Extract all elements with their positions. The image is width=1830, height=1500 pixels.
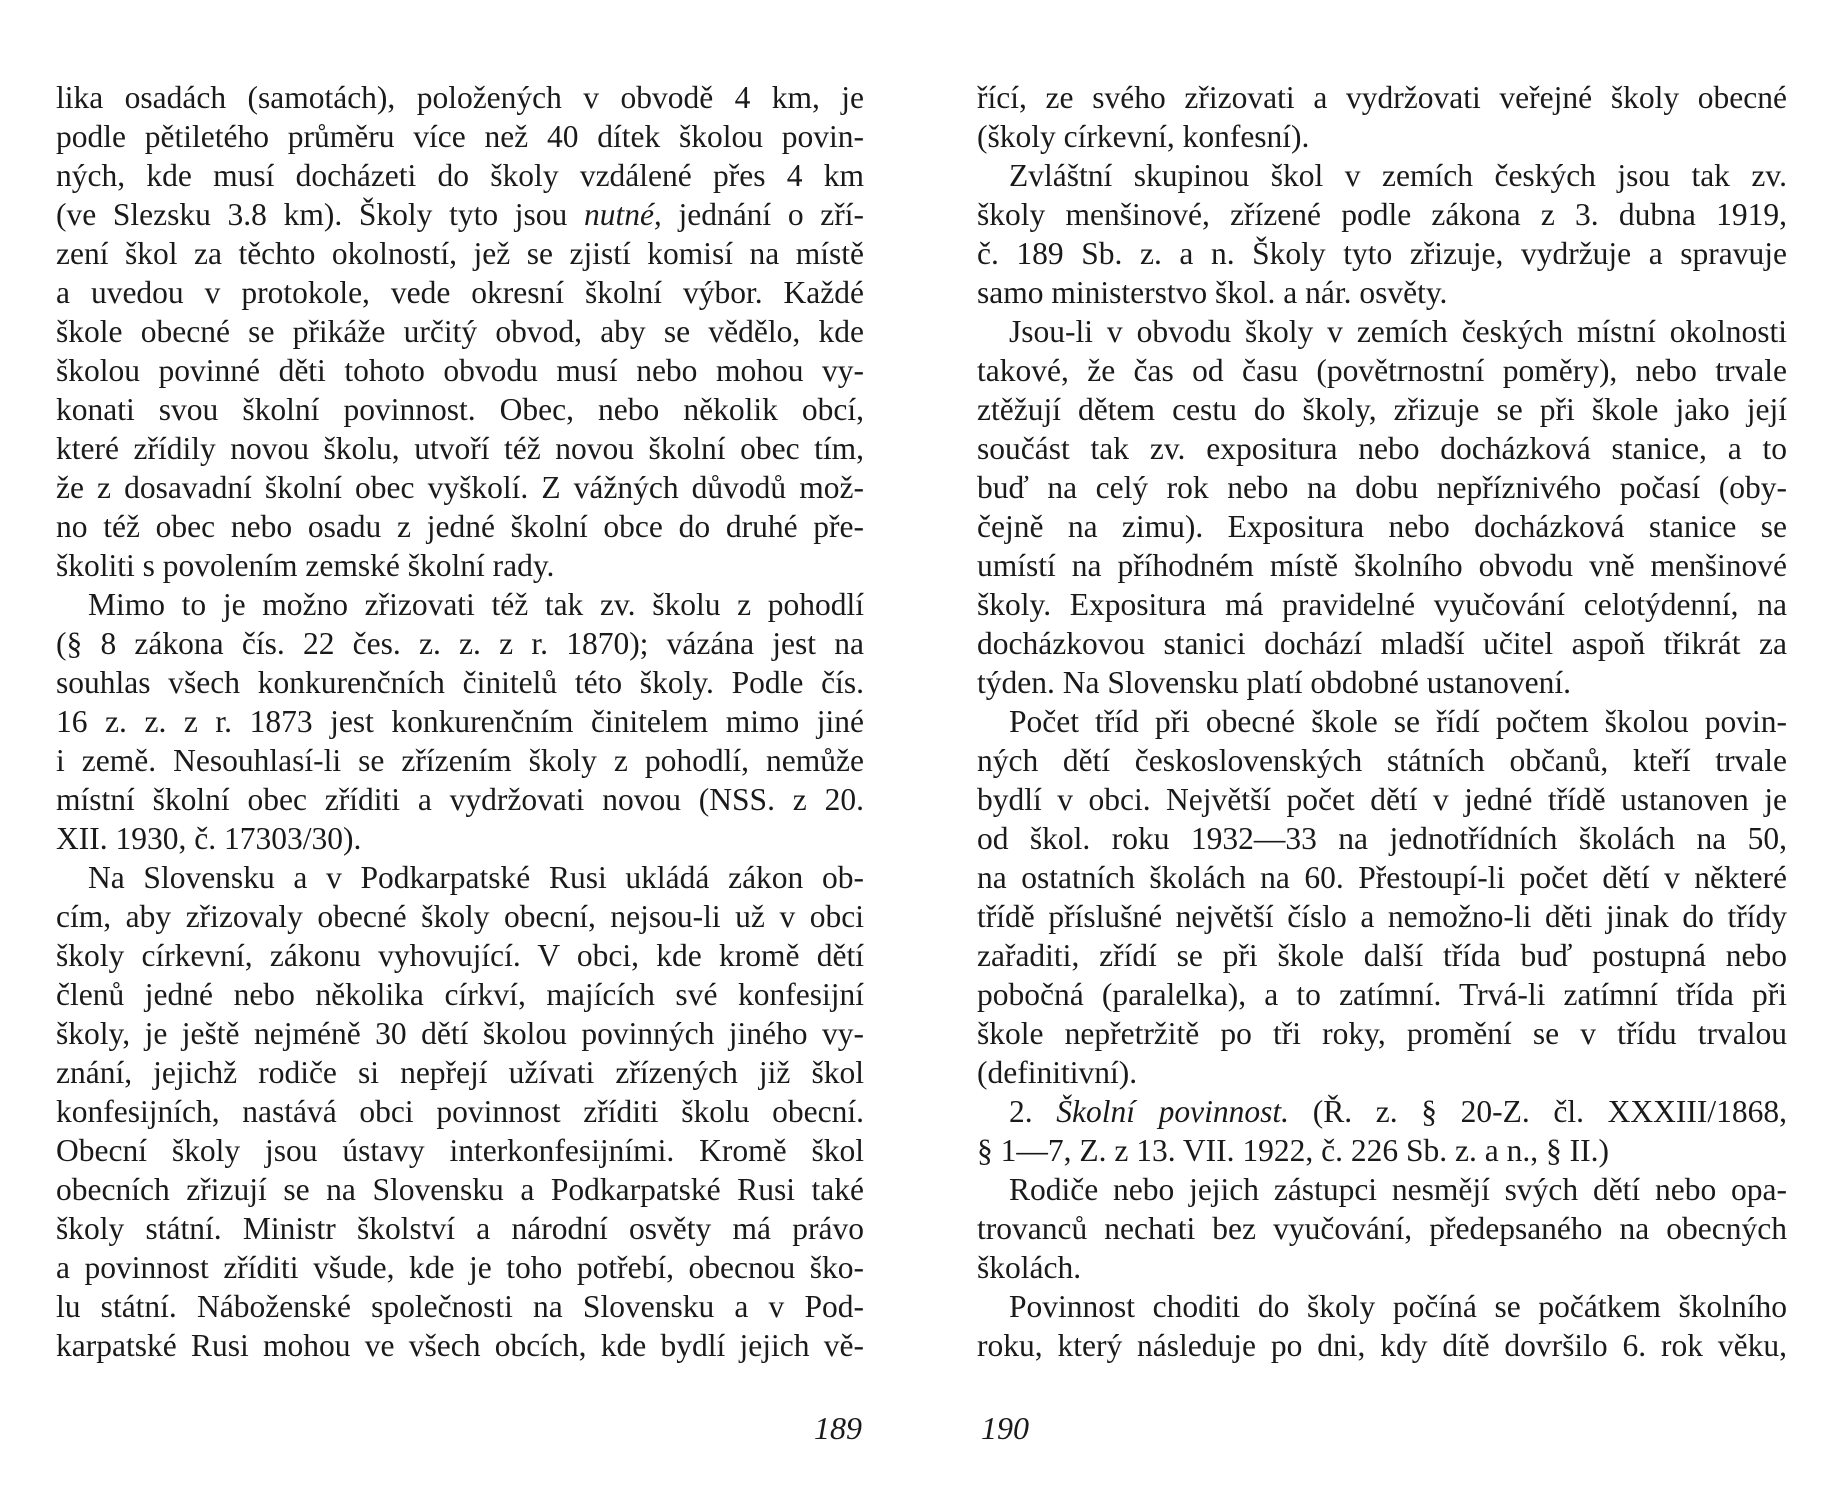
text-line: školy. Expositura má pravidelné vyučování celotýdenní, na xyxy=(977,587,1787,622)
text-line: umístí na příhodném místě školního obvodu vně menšinové xyxy=(977,548,1787,583)
text-line: školách. xyxy=(977,1250,1082,1285)
text-line: znání, jejichž rodiče si nepřejí užívati zřízených již škol xyxy=(56,1055,864,1090)
text-line: Rodiče nebo jejich zástupci nesmějí svých dětí nebo opa- xyxy=(1009,1172,1787,1207)
text-line: i země. Nesouhlasí-li se zřízením školy z pohodlí, nemůže xyxy=(56,743,864,778)
right-page-number: 190 xyxy=(981,1410,1029,1446)
text-line: konati svou školní povinnost. Obec, nebo několik obcí, xyxy=(56,392,864,427)
text-line: ných, kde musí docházeti do školy vzdálené přes 4 km xyxy=(56,158,864,193)
text-line: zení škol za těchto okolností, jež se zjistí komisí na místě xyxy=(56,236,864,271)
text-line: karpatské Rusi mohou ve všech obcích, kde bydlí jejich vě- xyxy=(56,1328,864,1363)
text-line: školy, je ještě nejméně 30 dětí školou povinných jiného vy- xyxy=(56,1016,864,1051)
text-line: (definitivní). xyxy=(977,1055,1138,1090)
text-line: školy menšinové, zřízené podle zákona z 3. dubna 1919, xyxy=(977,197,1787,232)
right-page xyxy=(915,0,1830,1500)
text-line: školy církevní, zákonu vyhovující. V obci, kde kromě dětí xyxy=(56,938,864,973)
text-line: Jsou-li v obvodu školy v zemích českých místní okolnosti xyxy=(1009,314,1787,349)
text-line: ných dětí československých státních občanů, kteří trvale xyxy=(977,743,1787,778)
text-line: na ostatních školách na 60. Přestoupí-li počet dětí v některé xyxy=(977,860,1787,895)
text-line: 16 z. z. z r. 1873 jest konkurenčním činitelem mimo jiné xyxy=(56,704,864,739)
text-line: týden. Na Slovensku platí obdobné ustanovení. xyxy=(977,665,1572,700)
text-line: které zřídily novou školu, utvoří též novou školní obec tím, xyxy=(56,431,864,466)
text-line: Povinnost choditi do školy počíná se počátkem školního xyxy=(1009,1289,1787,1324)
text-line: lu státní. Náboženské společnosti na Slovensku a v Pod- xyxy=(56,1289,864,1324)
text-line: no též obec nebo osadu z jedné školní obce do druhé pře- xyxy=(56,509,864,544)
text-line: řící, ze svého zřizovati a vydržovati veřejné školy obecné xyxy=(977,80,1787,115)
text-line: škole nepřetržitě po tři roky, promění se v třídu trvalou xyxy=(977,1016,1787,1051)
text-line: souhlas všech konkurenčních činitelů této školy. Podle čís. xyxy=(56,665,864,700)
text-line: školou povinné děti tohoto obvodu musí nebo mohou vy- xyxy=(56,353,864,388)
text-line: škole obecné se přikáže určitý obvod, aby se vědělo, kde xyxy=(56,314,864,349)
text-line: od škol. roku 1932—33 na jednotřídních školách na 50, xyxy=(977,821,1787,856)
text-line: čejně na zimu). Expositura nebo docházková stanice se xyxy=(977,509,1787,544)
text-line: podle pětiletého průměru více než 40 dítek školou povin- xyxy=(56,119,864,154)
text-line: samo ministerstvo škol. a nár. osvěty. xyxy=(977,275,1448,310)
text-line: Mimo to je možno zřizovati též tak zv. školu z pohodlí xyxy=(88,587,864,622)
text-line: součást tak zv. expositura nebo docházková stanice, a to xyxy=(977,431,1787,466)
text-line: školy státní. Ministr školství a národní osvěty má právo xyxy=(56,1211,864,1246)
text-line: Počet tříd při obecné škole se řídí počtem školou povin- xyxy=(1009,704,1787,739)
text-line: § 1—7, Z. z 13. VII. 1922, č. 226 Sb. z. a n., § II.) xyxy=(977,1133,1609,1168)
text-line: buď na celý rok nebo na dobu nepříznivého počasí (oby- xyxy=(977,470,1787,505)
text-line: roku, který následuje po dni, kdy dítě dovršilo 6. rok věku, xyxy=(977,1328,1787,1363)
left-page-body xyxy=(56,78,864,1365)
text-line: pobočná (paralelka), a to zatímní. Trvá-li zatímní třída při xyxy=(977,977,1787,1012)
text-line: třídě příslušné největší číslo a nemožno-li děti jinak do třídy xyxy=(977,899,1787,934)
text-line: (§ 8 zákona čís. 22 čes. z. z. z r. 1870); vázána jest na xyxy=(56,626,864,661)
left-page-number: 189 xyxy=(814,1410,862,1446)
right-page-body xyxy=(977,78,1787,1365)
text-line: XII. 1930, č. 17303/30). xyxy=(56,821,362,856)
text-line: cím, aby zřizovaly obecné školy obecní, nejsou-li už v obci xyxy=(56,899,864,934)
text-line: Na Slovensku a v Podkarpatské Rusi ukládá zákon ob- xyxy=(88,860,864,895)
text-line: lika osadách (samotách), položených v obvodě 4 km, je xyxy=(56,80,864,115)
text-line: členů jedné nebo několika církví, majících své konfesijní xyxy=(56,977,864,1012)
text-line: bydlí v obci. Největší počet dětí v jedné třídě ustanoven je xyxy=(977,782,1787,817)
text-line: (školy církevní, konfesní). xyxy=(977,119,1310,154)
text-line: a povinnost zříditi všude, kde je toho potřebí, obecnou ško- xyxy=(56,1250,864,1285)
text-line: Zvláštní skupinou škol v zemích českých jsou tak zv. xyxy=(1009,158,1787,193)
text-line: č. 189 Sb. z. a n. Školy tyto zřizuje, vydržuje a spravuje xyxy=(977,236,1787,271)
text-line: že z dosavadní školní obec vyškolí. Z vážných důvodů mož- xyxy=(56,470,864,505)
text-line: obecních zřizují se na Slovensku a Podkarpatské Rusi také xyxy=(56,1172,864,1207)
text-line: školiti s povolením zemské školní rady. xyxy=(56,548,555,583)
text-line: 2. Školní povinnost. (Ř. z. § 20-Z. čl. XXXIII/1868, xyxy=(1009,1094,1787,1129)
text-line: konfesijních, nastává obci povinnost zříditi školu obecní. xyxy=(56,1094,864,1129)
text-line: docházkovou stanici dochází mladší učitel aspoň třikrát za xyxy=(977,626,1787,661)
text-line: trovanců nechati bez vyučování, předepsaného na obecných xyxy=(977,1211,1787,1246)
text-line: ztěžují dětem cestu do školy, zřizuje se při škole jako její xyxy=(977,392,1787,427)
text-line: zařaditi, zřídí se při škole další třída buď postupná nebo xyxy=(977,938,1787,973)
text-line: Obecní školy jsou ústavy interkonfesijními. Kromě škol xyxy=(56,1133,864,1168)
text-line: a uvedou v protokole, vede okresní školní výbor. Každé xyxy=(56,275,864,310)
text-line: takové, že čas od času (povětrnostní poměry), nebo trvale xyxy=(977,353,1787,388)
text-line: (ve Slezsku 3.8 km). Školy tyto jsou nutné, jednání o zří- xyxy=(56,197,864,232)
text-line: místní školní obec zříditi a vydržovati novou (NSS. z 20. xyxy=(56,782,864,817)
